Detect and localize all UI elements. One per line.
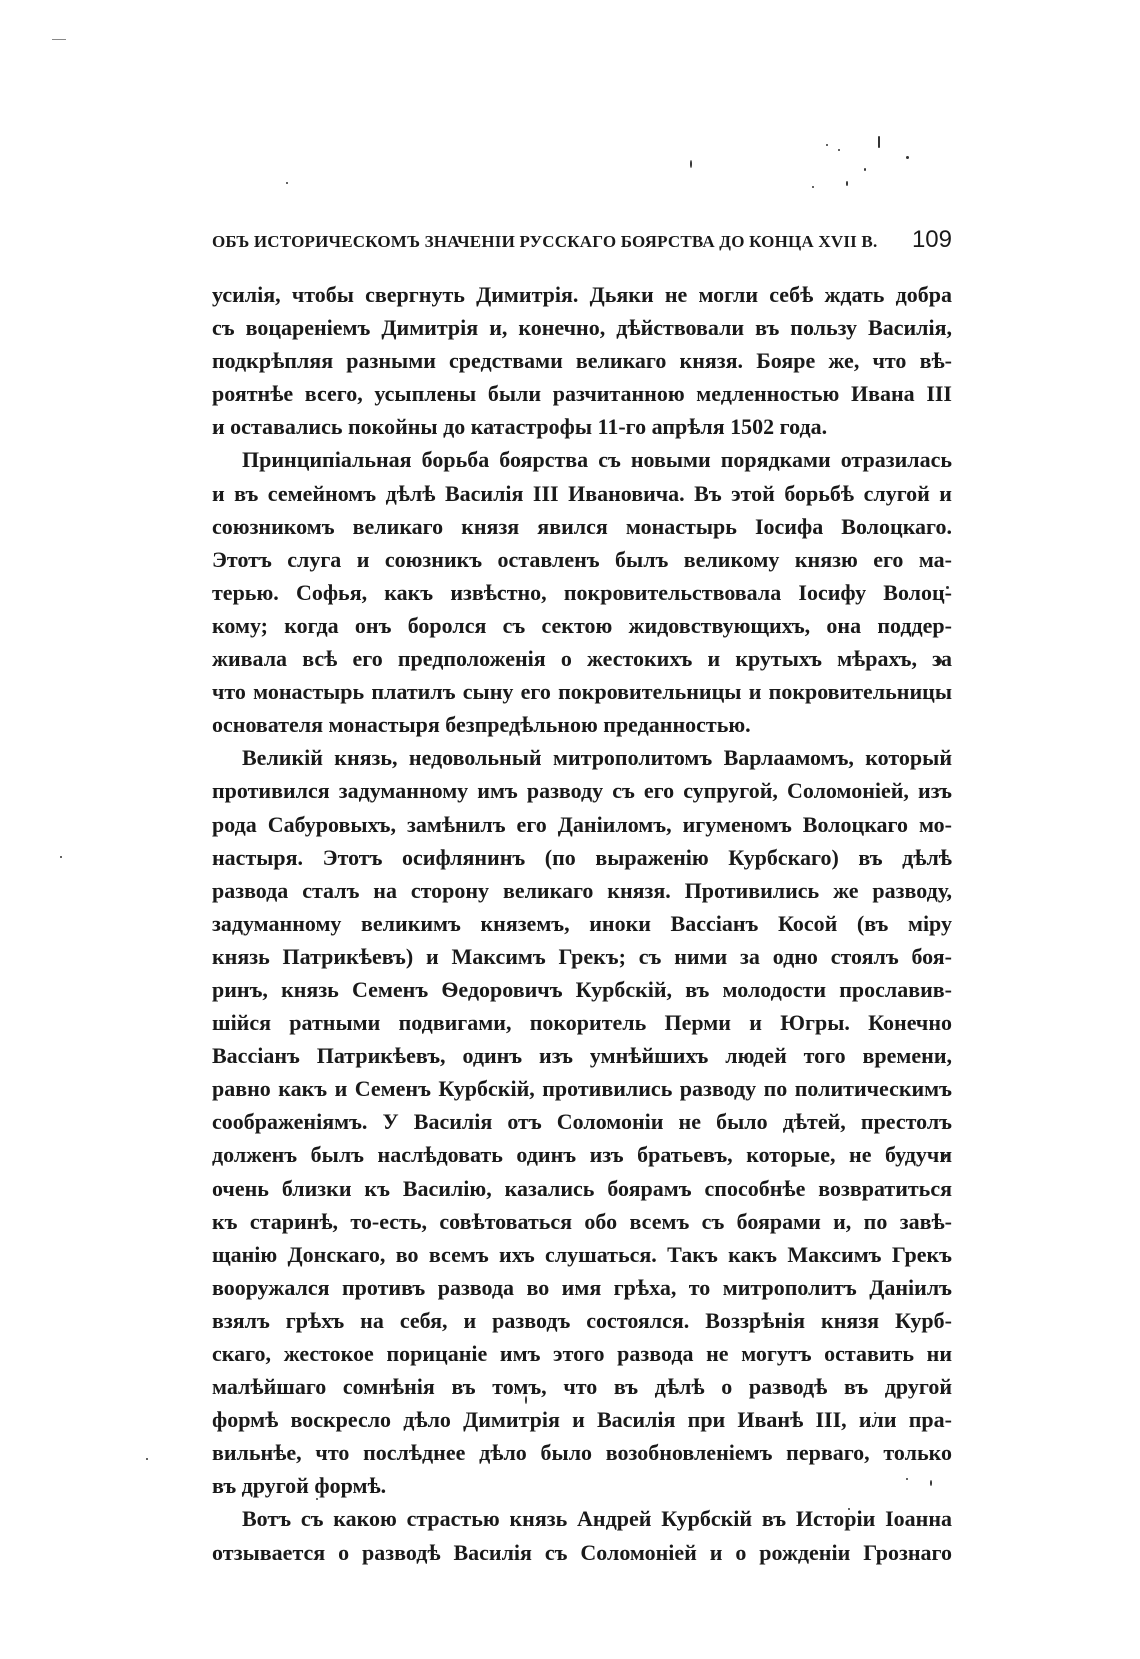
speck (146, 1458, 148, 1460)
text-line: развода сталъ на сторону великаго князя. Противились же разводу, (212, 877, 952, 903)
text-line: противился задуманному имъ разводу съ его супругой, Соломоніей, изъ (212, 778, 952, 804)
text-line: живала всѣ его предположенія о жестокихъ и крутыхъ мѣрахъ, за (212, 646, 952, 672)
text-line: подкрѣпляя разными средствами великаго князя. Бояре же, что вѣ- (212, 348, 952, 374)
text-line: очень близки къ Василію, казались боярамъ способнѣе возвратиться (212, 1175, 952, 1201)
speck (846, 181, 848, 186)
text-line: усилія, чтобы свергнуть Димитрія. Дьяки не могли себѣ ждать добра (212, 282, 952, 307)
text-line: вооружался противъ развода во имя грѣха, то митрополитъ Даніилъ (212, 1274, 952, 1300)
speck (864, 168, 866, 171)
text-line: въ другой формѣ. (212, 1473, 387, 1499)
text-line: князь Патрикѣевъ) и Максимъ Грекъ; съ ними за одно стоялъ боя- (212, 943, 952, 969)
text-line: настыря. Этотъ осифлянинъ (по выраженію Курбскаго) въ дѣлѣ (212, 844, 952, 870)
text-line: вильнѣе, что послѣднее дѣло было возобновленіемъ перваго, только (212, 1440, 952, 1466)
text-line: что монастырь платилъ сыну его покровительницы и покровительницы (212, 679, 952, 705)
text-line: ринъ, князь Семенъ Ѳедоровичъ Курбскій, въ молодости прославив- (212, 976, 952, 1002)
text-line: рода Сабуровыхъ, замѣнилъ его Даніиломъ, игуменомъ Волоцкаго мо- (212, 811, 952, 837)
speck (812, 186, 814, 188)
text-line: щанію Донскаго, во всемъ ихъ слушаться. Такъ какъ Максимъ Грекъ (212, 1241, 952, 1267)
text-line: Принципіальная борьба боярства съ новыми порядками отразилась (242, 447, 952, 473)
text-line: Великій князь, недовольный митрополитомъ Варлаамомъ, который (242, 745, 952, 771)
speck (690, 160, 692, 168)
speck (906, 156, 909, 159)
text-line: съ воцареніемъ Димитрія и, конечно, дѣйствовали въ пользу Василія, (212, 315, 952, 341)
speck (838, 149, 840, 151)
text-line: къ старинѣ, то-есть, совѣтоваться обо всемъ съ боярами и, по завѣ- (212, 1208, 952, 1234)
text-line: и въ семейномъ дѣлѣ Василія III Ивановича. Въ этой борьбѣ слугой и (212, 480, 952, 506)
text-line: союзникомъ великаго князя явился монастырь Іосифа Волоцкаго. (212, 513, 952, 539)
running-head-title: ОБЪ ИСТОРИЧЕСКОМЪ ЗНАЧЕНІИ РУССКАГО БОЯРСТВА ДО КОНЦА XVII В. (212, 232, 878, 251)
text-line: взялъ грѣхъ на себя, и разводъ состоялся. Воззрѣнія князя Курб- (212, 1307, 952, 1333)
text-line: долженъ былъ наслѣдовать одинъ изъ братьевъ, которые, не будучи (212, 1142, 952, 1168)
page-number: 109 (911, 226, 952, 253)
text-line: задуманному великимъ княземъ, иноки Вассіанъ Косой (въ міру (212, 910, 952, 936)
speck (826, 144, 828, 146)
text-line: и оставались покойны до катастрофы 11-го апрѣля 1502 года. (212, 414, 828, 440)
edge-mark (52, 39, 66, 40)
speck (878, 136, 880, 148)
text-line: основателя монастыря безпредѣльною преданностью. (212, 712, 751, 738)
text-line: скаго, жестокое порицаніе имъ этого развода не могутъ оставить ни (212, 1341, 952, 1366)
text-line: терью. Софья, какъ извѣстно, покровительствовала Іосифу Волоц- (212, 579, 952, 605)
text-line: соображеніямъ. У Василія отъ Соломоніи не было дѣтей, престолъ (212, 1109, 952, 1135)
body-text (212, 278, 952, 1569)
text-line: Вассіанъ Патрикѣевъ, одинъ изъ умнѣйшихъ людей того времени, (212, 1043, 952, 1069)
text-line: кому; когда онъ боролся съ сектою жидовствующихъ, она поддер- (212, 612, 952, 638)
text-line: шійся ратными подвигами, покоритель Перми и Югры. Конечно (212, 1010, 952, 1036)
text-line: Вотъ съ какою страстью князь Андрей Курбскій въ Исторіи Іоанна (242, 1506, 952, 1532)
text-line: равно какъ и Семенъ Курбскій, противились разводу по политическимъ (212, 1076, 952, 1102)
speck (60, 856, 62, 858)
text-line: формѣ воскресло дѣло Димитрія и Василія при Иванѣ III, или пра- (212, 1407, 952, 1433)
text-line: малѣйшаго сомнѣнія въ томъ, что въ дѣлѣ о разводѣ въ другой (212, 1374, 952, 1400)
running-head (212, 226, 952, 260)
speck (286, 182, 288, 184)
text-line: отзывается о разводѣ Василія съ Соломоніей и о рожденіи Грознаго (212, 1539, 952, 1565)
text-line: роятнѣе всего, усыплены были разчитанною медленностью Ивана III (212, 381, 952, 407)
text-line: Этотъ слуга и союзникъ оставленъ былъ великому князю его ма- (212, 546, 952, 572)
